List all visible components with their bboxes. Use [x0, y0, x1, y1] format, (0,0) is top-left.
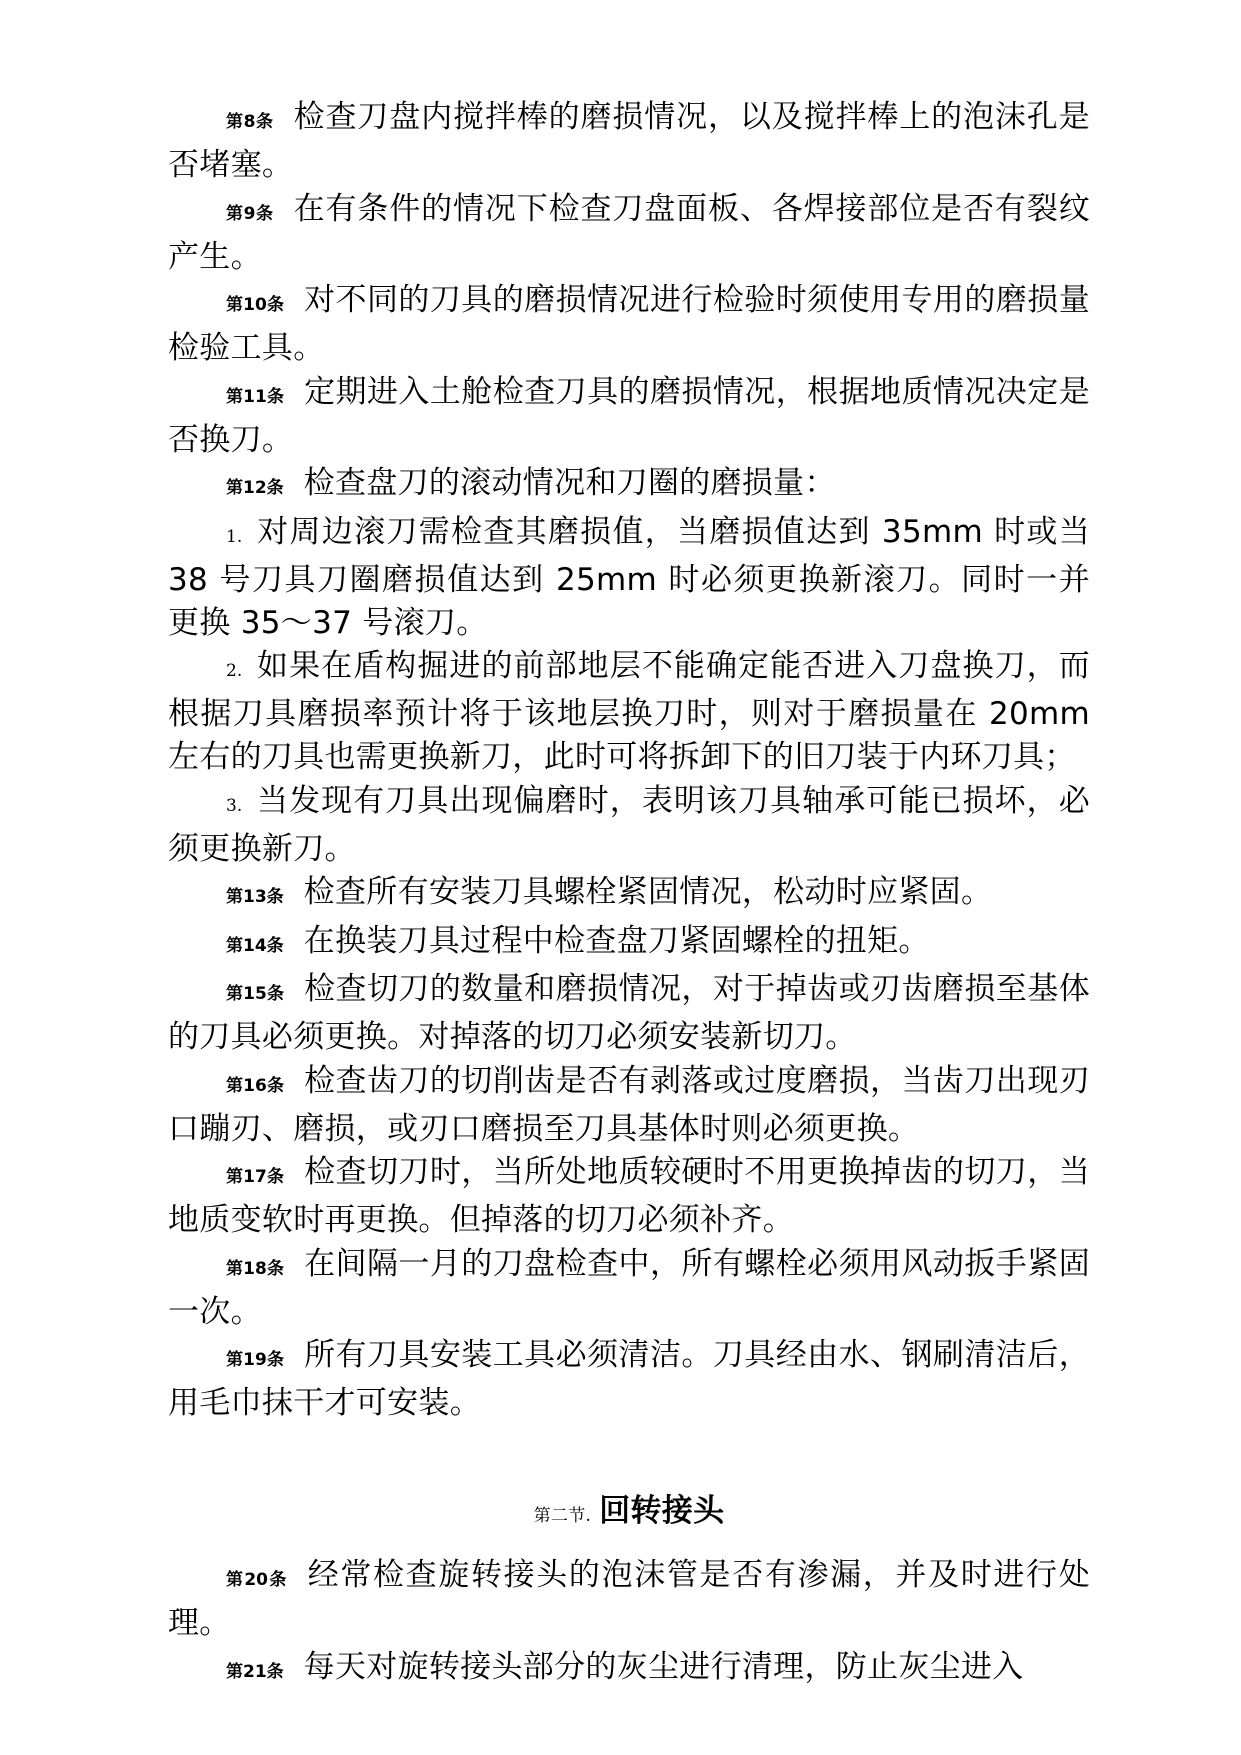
article-text: 检查切刀的数量和磨损情况，对于掉齿或刃齿磨损至基体的刀具必须更换。对掉落的切刀必须安装新切刀。: [168, 971, 1090, 1055]
item-number: 1.: [226, 526, 243, 547]
article-17: [168, 1151, 1090, 1242]
article-text: 检查所有安装刀具螺栓紧固情况，松动时应紧固。: [303, 874, 993, 910]
article-number: 第15条: [226, 984, 285, 1004]
list-item-3: [168, 780, 1090, 871]
article-number: 第11条: [226, 386, 285, 407]
list-item-1: [168, 511, 1090, 645]
article-number: 第10条: [226, 295, 285, 315]
article-text: 对不同的刀具的磨损情况进行检验时须使用专用的磨损量检验工具。: [168, 282, 1090, 366]
article-text: 经常检查旋转接头的泡沫管是否有渗漏，并及时进行处理。: [168, 1557, 1090, 1641]
item-text: 对周边滚刀需检查其磨损值，当磨损值达到 35mm 时或当 38 号刀具刀圈磨损值达到 25mm 时必须更换新滚刀。同时一并更换 35～37 号滚刀。: [168, 513, 1090, 641]
article-text: 在有条件的情况下检查刀盘面板、各焊接部位是否有裂纹产生。: [168, 190, 1090, 275]
section-title: 回转接头: [599, 1493, 725, 1529]
article-text: 定期进入土舱检查刀具的磨损情况，根据地质情况决定是否换刀。: [168, 373, 1090, 458]
article-number: 第16条: [226, 1075, 285, 1096]
article-text: 每天对旋转接头部分的灰尘进行清理，防止灰尘进入: [303, 1648, 1024, 1685]
article-number: 第21条: [226, 1661, 284, 1682]
article-number: 第9条: [226, 203, 274, 224]
article-number: 第19条: [226, 1350, 285, 1370]
article-number: 第8条: [226, 112, 274, 132]
article-11: [168, 371, 1090, 462]
article-18: [168, 1243, 1090, 1334]
article-number: 第12条: [226, 478, 284, 498]
item-number: 2.: [226, 661, 243, 681]
article-text: 检查盘刀的滚动情况和刀圈的磨损量：: [303, 465, 836, 501]
article-text: 在换装刀具过程中检查盘刀紧固螺栓的扭矩。: [303, 922, 930, 959]
article-text: 检查刀盘内搅拌棒的磨损情况，以及搅拌棒上的泡沫孔是否堵塞。: [168, 99, 1090, 183]
section-number: 第二节.: [533, 1506, 592, 1526]
article-16: [168, 1060, 1090, 1151]
item-text: 当发现有刀具出现偏磨时，表明该刀具轴承可能已损坏，必须更换新刀。: [168, 782, 1090, 867]
article-13: [168, 871, 1090, 919]
article-12: [168, 462, 1090, 510]
article-text: 检查切刀时，当所处地质较硬时不用更换掉齿的切刀，当地质变软时再更换。但掉落的切刀必须补齐。: [168, 1154, 1090, 1238]
article-9: [168, 188, 1090, 279]
article-text: 在间隔一月的刀盘检查中，所有螺栓必须用风动扳手紧固一次。: [168, 1245, 1090, 1330]
article-number: 第20条: [226, 1570, 288, 1590]
article-15: [168, 968, 1090, 1059]
article-number: 第18条: [226, 1258, 285, 1279]
article-text: 检查齿刀的切削齿是否有剥落或过度磨损，当齿刀出现刃口蹦刃、磨损，或刃口磨损至刀具基体时则必须更换。: [168, 1062, 1090, 1147]
document-body: [168, 96, 1090, 1694]
item-text: 如果在盾构掘进的前部地层不能确定能否进入刀盘换刀，而根据刀具磨损率预计将于该地层换刀时，则对于磨损量在 20mm 左右的刀具也需更换新刀，此时可将拆卸下的旧刀装于内环刀具；: [168, 648, 1090, 775]
article-21: [168, 1646, 1090, 1694]
article-8: [168, 96, 1090, 187]
article-14: [168, 920, 1090, 968]
article-10: [168, 279, 1090, 370]
article-text: 所有刀具安装工具必须清洁。刀具经由水、钢刷清洁后，用毛巾抹干才可安装。: [168, 1337, 1090, 1421]
article-number: 第17条: [226, 1167, 285, 1187]
article-number: 第13条: [226, 887, 284, 907]
item-number: 3.: [226, 795, 243, 816]
article-number: 第14条: [226, 935, 284, 956]
section-heading: [168, 1487, 1090, 1540]
article-19: [168, 1334, 1090, 1425]
article-20: [168, 1554, 1090, 1645]
list-item-2: [168, 645, 1090, 779]
